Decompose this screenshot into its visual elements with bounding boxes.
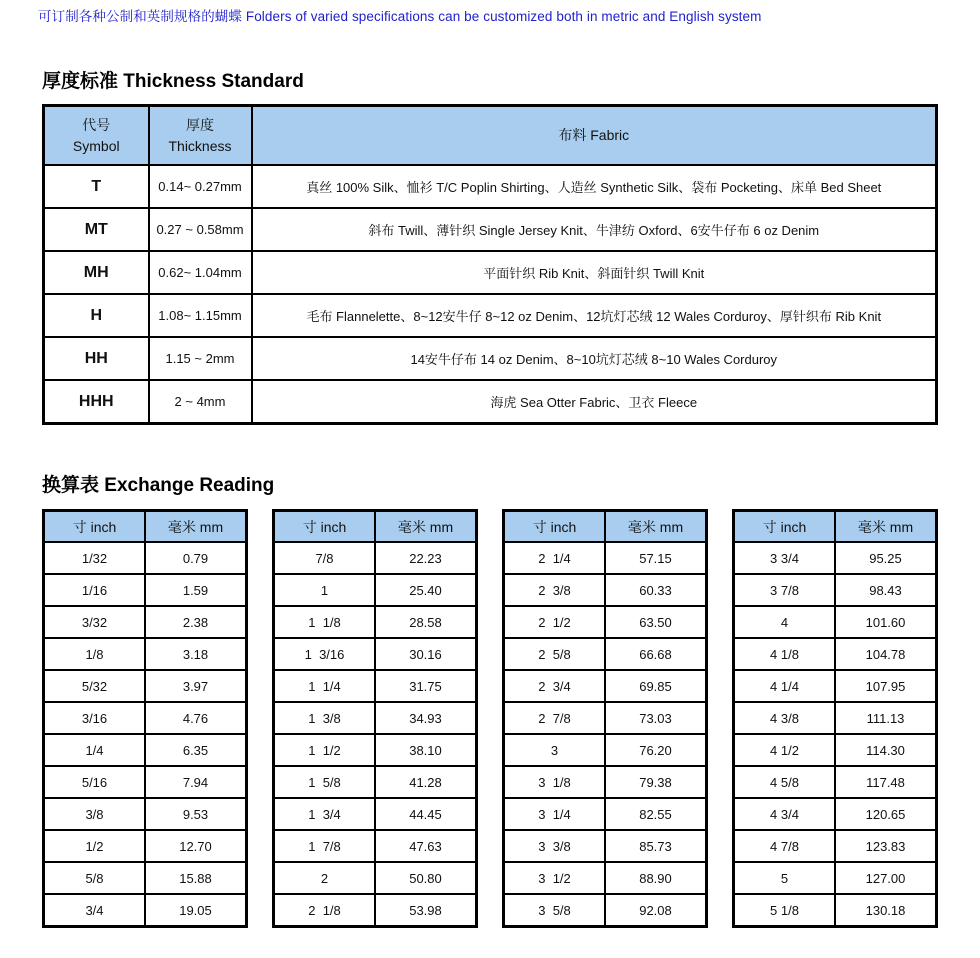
inch-column-header: 寸 inch (734, 511, 836, 543)
inch-cell: 3 1/4 (504, 798, 606, 830)
thickness-header-zh: 厚度 (186, 116, 214, 133)
exchange-row (274, 670, 477, 702)
inch-cell: 4 1/4 (734, 670, 836, 702)
mm-cell: 130.18 (835, 894, 937, 927)
inch-cell: 3/8 (44, 798, 146, 830)
thickness-row (44, 208, 937, 251)
fabric-cell: 14安牛仔布 14 oz Denim、8~10坑灯芯绒 8~10 Wales Corduroy (252, 337, 937, 380)
exchange-tables (42, 509, 980, 928)
inch-cell: 1 7/8 (274, 830, 376, 862)
thickness-section-title: 厚度标准 Thickness Standard (42, 71, 304, 92)
inch-cell: 3 1/2 (504, 862, 606, 894)
inch-cell: 1 3/4 (274, 798, 376, 830)
mm-cell: 19.05 (145, 894, 247, 927)
fabric-cell: 平面针织 Rib Knit、斜面针织 Twill Knit (252, 251, 937, 294)
mm-cell: 120.65 (835, 798, 937, 830)
exchange-row (504, 702, 707, 734)
exchange-row (44, 638, 247, 670)
inch-cell: 3 3/4 (734, 542, 836, 574)
exchange-row (504, 670, 707, 702)
exchange-row (274, 574, 477, 606)
thickness-cell: 0.27 ~ 0.58mm (149, 208, 252, 251)
exchange-row (734, 862, 937, 894)
mm-cell: 85.73 (605, 830, 707, 862)
exchange-row (734, 638, 937, 670)
mm-cell: 41.28 (375, 766, 477, 798)
inch-cell: 3 5/8 (504, 894, 606, 927)
inch-cell: 1 1/4 (274, 670, 376, 702)
exchange-row (504, 862, 707, 894)
mm-cell: 22.23 (375, 542, 477, 574)
inch-cell: 7/8 (274, 542, 376, 574)
thickness-header-en: Thickness (168, 137, 232, 154)
mm-cell: 127.00 (835, 862, 937, 894)
thickness-cell: 1.08~ 1.15mm (149, 294, 252, 337)
inch-cell: 5/16 (44, 766, 146, 798)
exchange-table-body (504, 542, 707, 927)
inch-cell: 2 1/2 (504, 606, 606, 638)
mm-cell: 60.33 (605, 574, 707, 606)
exchange-row (44, 830, 247, 862)
thickness-row (44, 251, 937, 294)
mm-column-header: 毫米 mm (145, 511, 247, 543)
exchange-row (274, 798, 477, 830)
inch-cell: 4 3/8 (734, 702, 836, 734)
mm-cell: 76.20 (605, 734, 707, 766)
symbol-cell: MT (44, 208, 149, 251)
symbol-header-zh: 代号 (82, 116, 111, 133)
inch-cell: 1/32 (44, 542, 146, 574)
exchange-row (504, 766, 707, 798)
exchange-row (504, 606, 707, 638)
exchange-row (44, 798, 247, 830)
exchange-row (44, 574, 247, 606)
fabric-cell: 毛布 Flannelette、8~12安牛仔 8~12 oz Denim、12坑灯芯绒 12 Wales Corduroy、厚针织布 Rib Knit (252, 294, 937, 337)
mm-cell: 30.16 (375, 638, 477, 670)
inch-column-header: 寸 inch (44, 511, 146, 543)
exchange-row (44, 734, 247, 766)
thickness-row (44, 380, 937, 424)
exchange-row (734, 542, 937, 574)
exchange-row (504, 638, 707, 670)
mm-cell: 6.35 (145, 734, 247, 766)
thickness-row (44, 165, 937, 208)
inch-cell: 1/4 (44, 734, 146, 766)
mm-cell: 104.78 (835, 638, 937, 670)
inch-cell: 3 3/8 (504, 830, 606, 862)
mm-cell: 7.94 (145, 766, 247, 798)
mm-column-header: 毫米 mm (835, 511, 937, 543)
exchange-row (504, 542, 707, 574)
mm-cell: 25.40 (375, 574, 477, 606)
mm-cell: 88.90 (605, 862, 707, 894)
mm-cell: 9.53 (145, 798, 247, 830)
mm-cell: 114.30 (835, 734, 937, 766)
inch-cell: 3 1/8 (504, 766, 606, 798)
inch-column-header: 寸 inch (504, 511, 606, 543)
inch-cell: 4 7/8 (734, 830, 836, 862)
fabric-cell: 海虎 Sea Otter Fabric、卫衣 Fleece (252, 380, 937, 424)
mm-cell: 47.63 (375, 830, 477, 862)
exchange-table-4 (732, 509, 938, 928)
exchange-table-3 (502, 509, 708, 928)
mm-cell: 92.08 (605, 894, 707, 927)
exchange-row (44, 606, 247, 638)
thickness-standard-table (42, 104, 938, 425)
exchange-row (44, 702, 247, 734)
thickness-row (44, 337, 937, 380)
exchange-row (504, 734, 707, 766)
exchange-row (734, 574, 937, 606)
inch-cell: 3/16 (44, 702, 146, 734)
exchange-row (274, 830, 477, 862)
inch-cell: 5/32 (44, 670, 146, 702)
exchange-table-1 (42, 509, 248, 928)
exchange-row (274, 766, 477, 798)
inch-column-header: 寸 inch (274, 511, 376, 543)
mm-cell: 28.58 (375, 606, 477, 638)
exchange-row (504, 574, 707, 606)
mm-cell: 82.55 (605, 798, 707, 830)
exchange-row (274, 862, 477, 894)
inch-cell: 2 1/8 (274, 894, 376, 927)
exchange-header-row (504, 511, 707, 543)
exchange-row (734, 766, 937, 798)
mm-cell: 0.79 (145, 542, 247, 574)
inch-cell: 1/2 (44, 830, 146, 862)
exchange-row (44, 894, 247, 927)
mm-cell: 101.60 (835, 606, 937, 638)
inch-cell: 1 1/2 (274, 734, 376, 766)
exchange-table-body (44, 542, 247, 927)
inch-cell: 5 1/8 (734, 894, 836, 927)
mm-cell: 12.70 (145, 830, 247, 862)
fabric-column-header: 布料 Fabric (252, 106, 937, 166)
exchange-row (274, 638, 477, 670)
exchange-row (274, 606, 477, 638)
exchange-row (734, 894, 937, 927)
inch-cell: 4 1/8 (734, 638, 836, 670)
mm-cell: 123.83 (835, 830, 937, 862)
inch-cell: 4 (734, 606, 836, 638)
exchange-row (44, 670, 247, 702)
mm-cell: 31.75 (375, 670, 477, 702)
exchange-section-title: 换算表 Exchange Reading (42, 475, 275, 496)
symbol-cell: MH (44, 251, 149, 294)
symbol-cell: HHH (44, 380, 149, 424)
mm-cell: 3.18 (145, 638, 247, 670)
thickness-header-row (44, 106, 937, 166)
exchange-header-row (734, 511, 937, 543)
inch-cell: 2 3/4 (504, 670, 606, 702)
inch-cell: 1/8 (44, 638, 146, 670)
symbol-column-header (44, 106, 149, 166)
exchange-row (734, 798, 937, 830)
top-note: 可订制各种公制和英制规格的蝴蝶 Folders of varied specifications can be customized both in metric and English system (38, 9, 762, 24)
thickness-cell: 0.62~ 1.04mm (149, 251, 252, 294)
inch-cell: 3/32 (44, 606, 146, 638)
inch-cell: 5/8 (44, 862, 146, 894)
mm-cell: 34.93 (375, 702, 477, 734)
mm-cell: 4.76 (145, 702, 247, 734)
symbol-header-en: Symbol (72, 137, 120, 154)
inch-cell: 5 (734, 862, 836, 894)
exchange-row (44, 766, 247, 798)
thickness-cell: 0.14~ 0.27mm (149, 165, 252, 208)
mm-cell: 79.38 (605, 766, 707, 798)
inch-cell: 4 5/8 (734, 766, 836, 798)
inch-cell: 1 3/16 (274, 638, 376, 670)
inch-cell: 3 7/8 (734, 574, 836, 606)
mm-cell: 1.59 (145, 574, 247, 606)
exchange-row (44, 542, 247, 574)
mm-cell: 53.98 (375, 894, 477, 927)
mm-cell: 38.10 (375, 734, 477, 766)
exchange-row (504, 894, 707, 927)
mm-cell: 107.95 (835, 670, 937, 702)
mm-column-header: 毫米 mm (375, 511, 477, 543)
fabric-cell: 斜布 Twill、薄针织 Single Jersey Knit、牛津纺 Oxford、6安牛仔布 6 oz Denim (252, 208, 937, 251)
inch-cell: 1 3/8 (274, 702, 376, 734)
mm-cell: 3.97 (145, 670, 247, 702)
inch-cell: 3/4 (44, 894, 146, 927)
exchange-header-row (44, 511, 247, 543)
thickness-cell: 1.15 ~ 2mm (149, 337, 252, 380)
mm-cell: 50.80 (375, 862, 477, 894)
thickness-table-body (44, 165, 937, 424)
mm-cell: 2.38 (145, 606, 247, 638)
exchange-row (274, 734, 477, 766)
exchange-table-body (274, 542, 477, 927)
inch-cell: 4 1/2 (734, 734, 836, 766)
inch-cell: 3 (504, 734, 606, 766)
exchange-row (504, 830, 707, 862)
symbol-cell: T (44, 165, 149, 208)
inch-cell: 2 7/8 (504, 702, 606, 734)
mm-cell: 15.88 (145, 862, 247, 894)
thickness-cell: 2 ~ 4mm (149, 380, 252, 424)
inch-cell: 2 (274, 862, 376, 894)
exchange-row (274, 702, 477, 734)
exchange-row (734, 734, 937, 766)
exchange-row (734, 606, 937, 638)
exchange-row (44, 862, 247, 894)
exchange-row (734, 702, 937, 734)
inch-cell: 4 3/4 (734, 798, 836, 830)
inch-cell: 1 (274, 574, 376, 606)
mm-cell: 66.68 (605, 638, 707, 670)
inch-cell: 1 1/8 (274, 606, 376, 638)
mm-cell: 69.85 (605, 670, 707, 702)
exchange-row (274, 542, 477, 574)
symbol-cell: HH (44, 337, 149, 380)
symbol-cell: H (44, 294, 149, 337)
mm-cell: 117.48 (835, 766, 937, 798)
inch-cell: 2 5/8 (504, 638, 606, 670)
mm-cell: 98.43 (835, 574, 937, 606)
exchange-header-row (274, 511, 477, 543)
inch-cell: 2 3/8 (504, 574, 606, 606)
exchange-table-body (734, 542, 937, 927)
thickness-row (44, 294, 937, 337)
exchange-row (274, 894, 477, 927)
mm-cell: 95.25 (835, 542, 937, 574)
exchange-row (734, 670, 937, 702)
fabric-cell: 真丝 100% Silk、恤衫 T/C Poplin Shirting、人造丝 Synthetic Silk、袋布 Pocketing、床单 Bed Sheet (252, 165, 937, 208)
exchange-row (734, 830, 937, 862)
mm-column-header: 毫米 mm (605, 511, 707, 543)
mm-cell: 63.50 (605, 606, 707, 638)
exchange-row (504, 798, 707, 830)
mm-cell: 57.15 (605, 542, 707, 574)
thickness-column-header (149, 106, 252, 166)
mm-cell: 73.03 (605, 702, 707, 734)
inch-cell: 1/16 (44, 574, 146, 606)
mm-cell: 111.13 (835, 702, 937, 734)
mm-cell: 44.45 (375, 798, 477, 830)
catalog-page (0, 5, 980, 928)
inch-cell: 1 5/8 (274, 766, 376, 798)
inch-cell: 2 1/4 (504, 542, 606, 574)
exchange-table-2 (272, 509, 478, 928)
